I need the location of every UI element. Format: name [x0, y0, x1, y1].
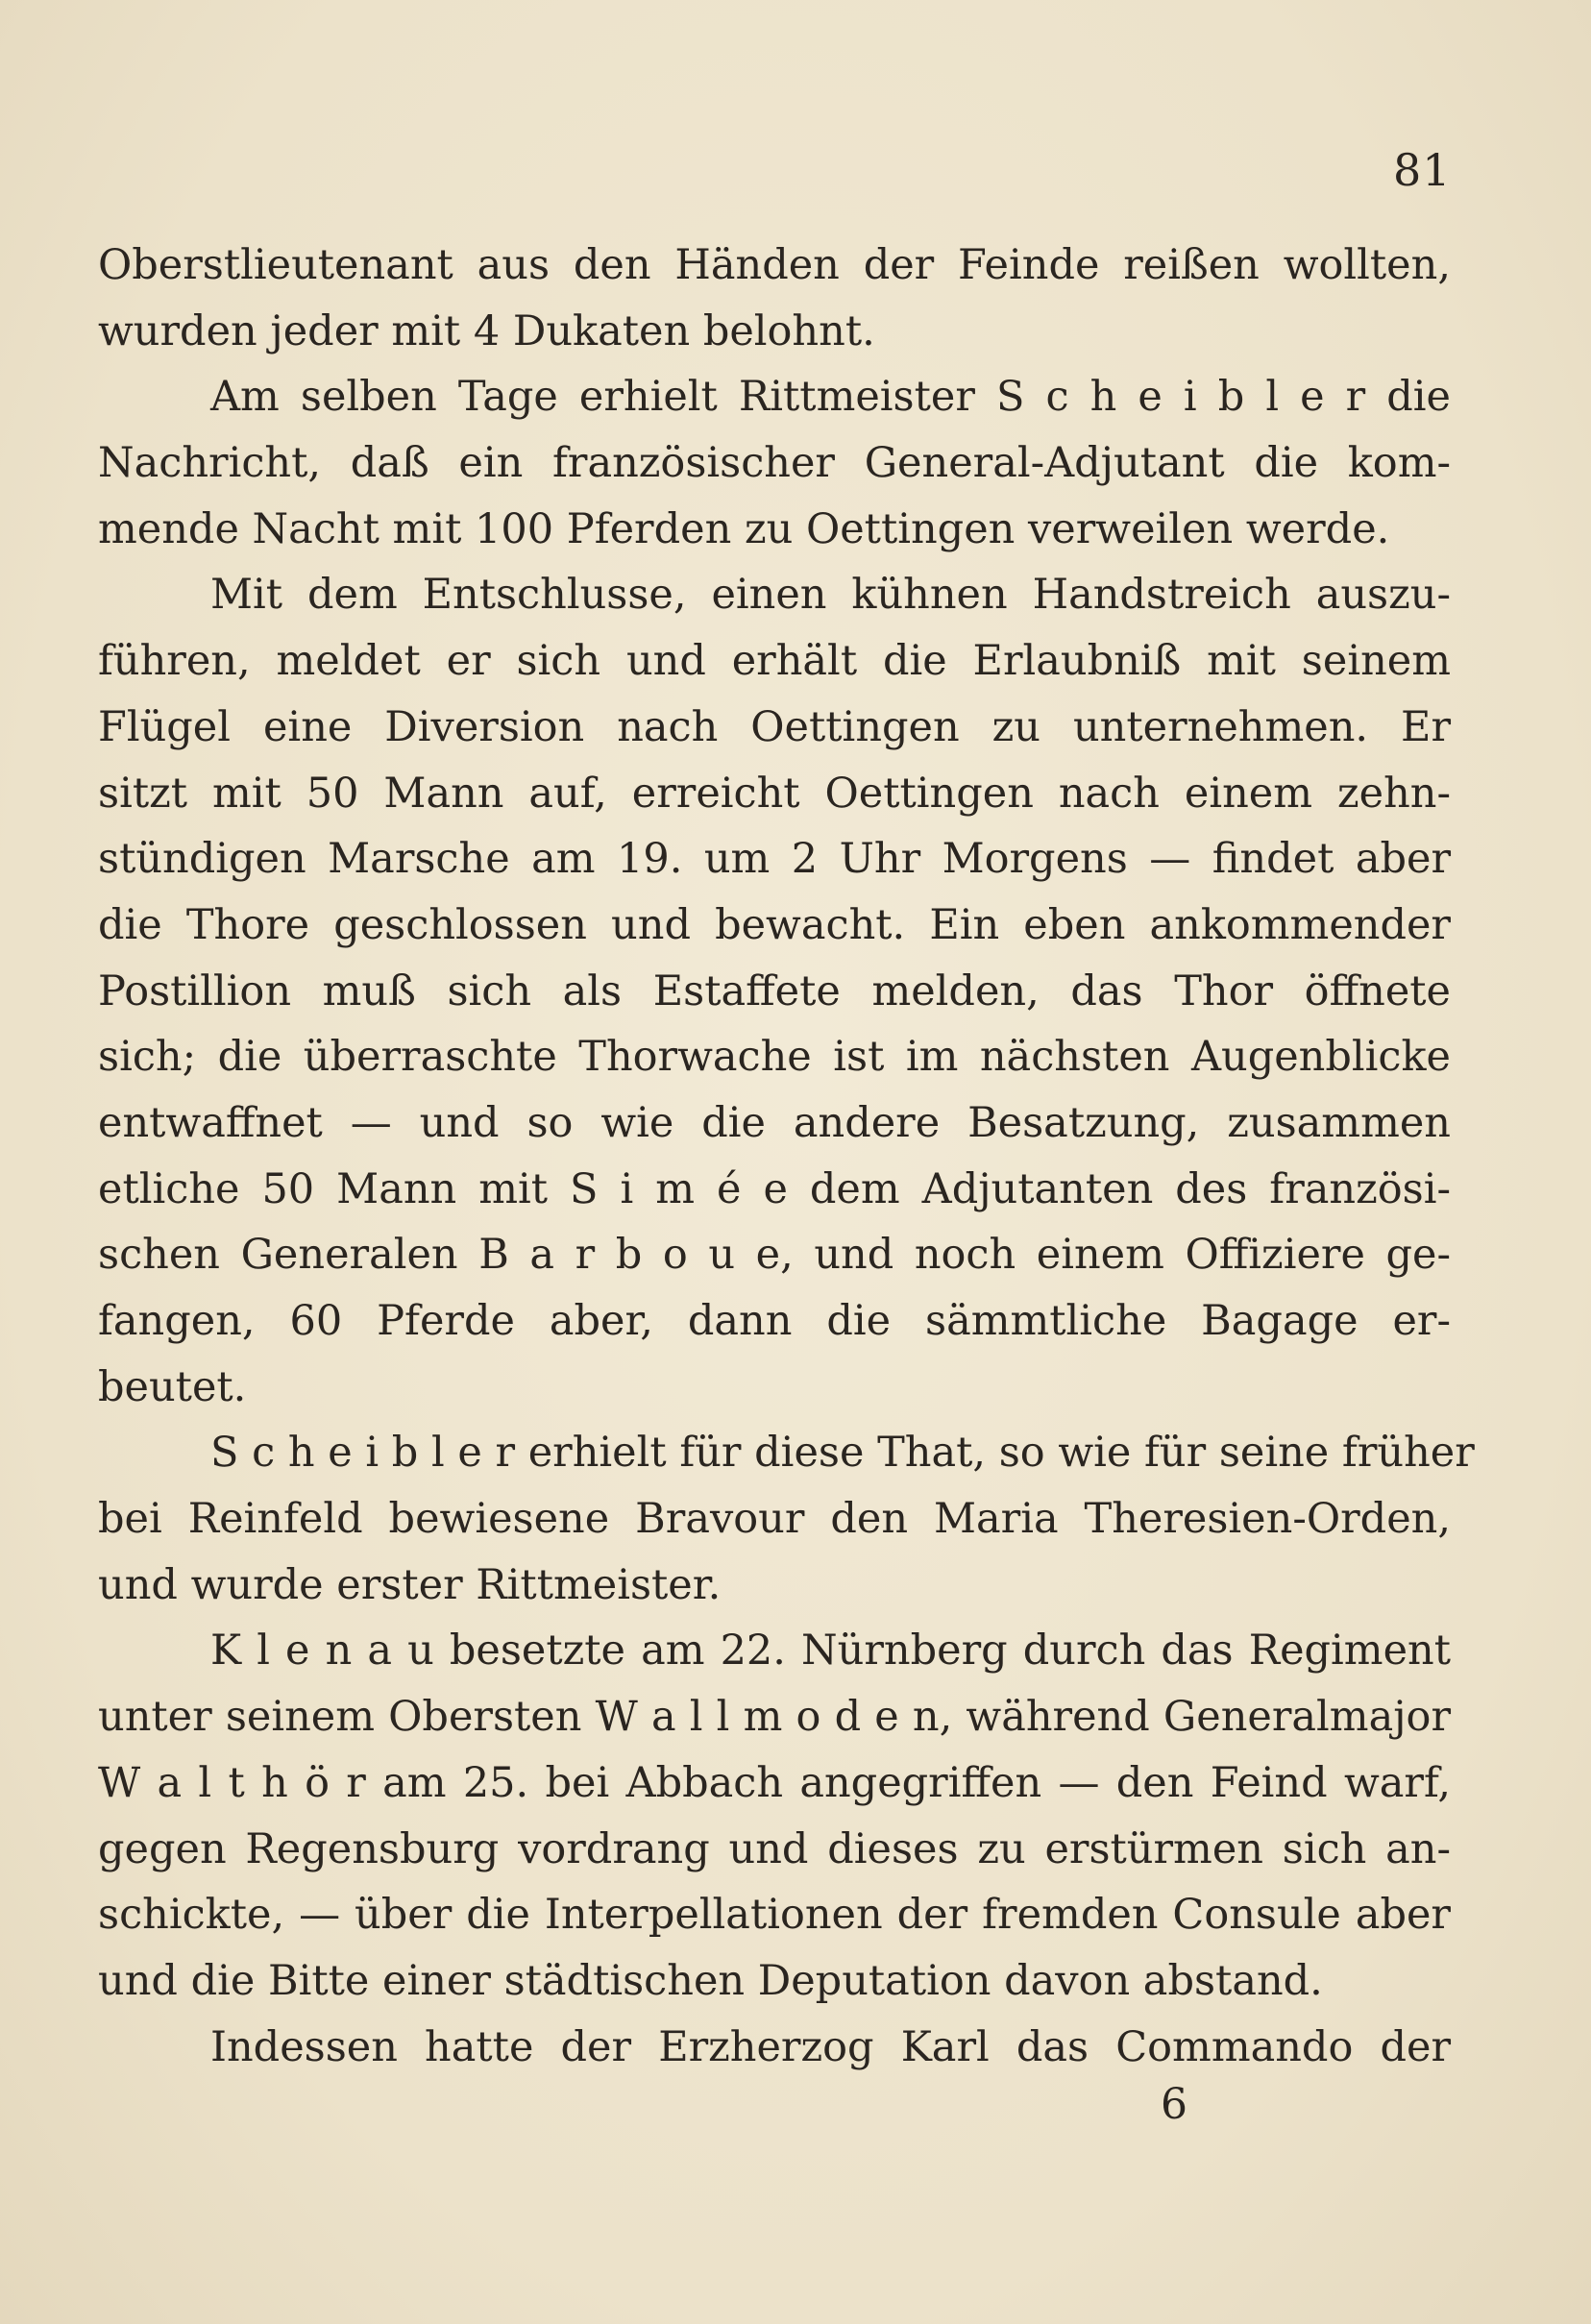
- text-line: etliche 50 Mann mit S i m é e dem Adjutanten des französi-: [98, 1164, 1451, 1213]
- text-line: gegen Regensburg vordrang und dieses zu erstürmen sich an-: [98, 1824, 1451, 1873]
- text-line: K l e n a u besetzte am 22. Nürnberg durch das Regiment: [210, 1627, 1451, 1676]
- text-line: sitzt mit 50 Mann auf, erreicht Oettingen nach einem zehn-: [98, 769, 1451, 818]
- text-line: sich; die überraschte Thorwache ist im nächsten Augenblicke: [98, 1033, 1451, 1082]
- text-line: beutet.: [98, 1362, 247, 1411]
- signature-mark: 6: [1161, 2080, 1187, 2129]
- body-text: [98, 232, 1475, 2080]
- text-line: fangen, 60 Pferde aber, dann die sämmtliche Bagage er-: [98, 1297, 1451, 1345]
- text-line: W a l t h ö r am 25. bei Abbach angegriffen — den Feind warf,: [98, 1758, 1451, 1807]
- text-line: S c h e i b l e r erhielt für diese That, so wie für seine früher: [210, 1429, 1475, 1478]
- text-line: schickte, — über die Interpellationen der fremden Consule aber: [98, 1891, 1451, 1940]
- text-line: entwaffnet — und so wie die andere Besatzung, zusammen: [98, 1098, 1451, 1147]
- text-line: Flügel eine Diversion nach Oettingen zu unternehmen. Er: [98, 702, 1451, 751]
- text-line: führen, meldet er sich und erhält die Erlaubniß mit seinem: [98, 637, 1451, 686]
- text-line: Oberstlieutenant aus den Händen der Feinde reißen wollten,: [98, 241, 1451, 289]
- text-line: stündigen Marsche am 19. um 2 Uhr Morgens — findet aber: [98, 835, 1451, 884]
- text-line: bei Reinfeld bewiesene Bravour den Maria Theresien-Orden,: [98, 1495, 1451, 1544]
- text-line: mende Nacht mit 100 Pferden zu Oettingen verweilen werde.: [98, 504, 1390, 553]
- text-line: Postillion muß sich als Estaffete melden, das Thor öffnete: [98, 966, 1451, 1015]
- text-line: Nachricht, daß ein französischer General-Adjutant die kom-: [98, 439, 1451, 488]
- text-line: Indessen hatte der Erzherzog Karl das Commando der: [210, 2022, 1451, 2071]
- text-line: wurden jeder mit 4 Dukaten belohnt.: [98, 306, 875, 355]
- text-line: schen Generalen B a r b o u e, und noch einem Offiziere ge-: [98, 1231, 1451, 1280]
- text-line: die Thore geschlossen und bewacht. Ein eben ankommender: [98, 900, 1451, 949]
- page-number: 81: [1393, 144, 1452, 196]
- text-line: Am selben Tage erhielt Rittmeister S c h e i b l e r die: [210, 373, 1451, 422]
- text-line: und wurde erster Rittmeister.: [98, 1560, 722, 1609]
- text-line: unter seinem Obersten W a l l m o d e n, während Generalmajor: [98, 1693, 1451, 1742]
- text-line: Mit dem Entschlusse, einen kühnen Handstreich auszu-: [210, 571, 1451, 620]
- text-line: und die Bitte einer städtischen Deputation davon abstand.: [98, 1956, 1323, 2005]
